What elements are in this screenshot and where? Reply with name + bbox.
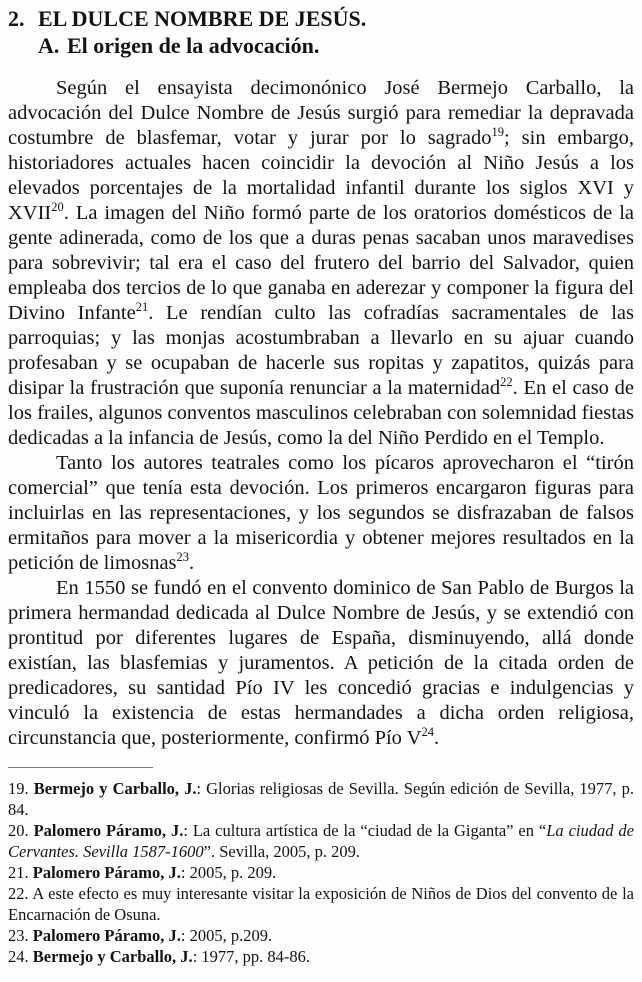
footnote — [8, 946, 634, 967]
text-segment: . En el caso de los frailes, algunos conventos masculinos celebraban con solemnidad fiestas dedicadas a la infancia de Jesús, como la del Niño Perdido en el Templo. — [8, 377, 634, 449]
text-segment: 20. — [8, 821, 34, 840]
footnote — [8, 862, 634, 883]
footnote — [8, 925, 634, 946]
subsection-title: El origen de la advocación. — [67, 33, 320, 58]
text-segment: : 2005, p. 209. — [180, 863, 277, 882]
section-heading — [8, 5, 634, 32]
text-segment: Tanto los autores teatrales como los pícaros aprovecharon el “tirón comercial” que tenía esta devoción. Los primeros encargaron figuras para incluirlas en las representaciones, y los segundos se disfrazaban de falsos ermitaños para mover a la misericordia y obtener mejores resultados en la petición de limosnas — [8, 452, 634, 574]
text-segment: : 2005, p.209. — [180, 926, 273, 945]
text-segment: 23. — [8, 926, 33, 945]
text-segment: : 1977, pp. 84-86. — [192, 947, 311, 966]
text-segment: Según el ensayista decimonónico José Bermejo Carballo, la advocación del Dulce Nombre de Jesús surgió para remediar la depravada costumbre de blasfemar, votar y jurar por lo sagrado — [8, 77, 634, 149]
text-segment: 22. A este efecto es muy interesante visitar la exposición de Niños de Dios del convento de la Encarnación de Osuna. — [8, 884, 634, 924]
text-segment: . Le rendían culto las cofradías sacramentales de las parroquias; y las monjas acostumbraban a llevarlo en su ajuar cuando profesaban y se ocupaban de hacerle sus ropitas y zapatitos, quizás para disipar la frustración que suponía renunciar a la maternidad — [8, 302, 634, 399]
footnote-marker: 21 — [135, 300, 149, 315]
text-segment: En 1550 se fundó en el convento dominico de San Pablo de Burgos la primera hermandad dedicada al Dulce Nombre de Jesús, y se extendió con prontitud por diferentes lugares de España, disminuyendo, allá donde existían, las blasfemias y juramentos. A petición de la citada orden de predicadores, su santidad Pío IV les concedió gracias e indulgencias y vinculó la existencia de estas hermandades a dicha orden religiosa, circunstancia que, posteriormente, confirmó Pío V — [8, 577, 634, 749]
text-segment: : Glorias religiosas de Sevilla. Según edición de Sevilla, 1977, p. 84. — [8, 779, 634, 819]
text-segment: Palomero Páramo, J. — [32, 926, 181, 945]
text-segment: Palomero Páramo, J. — [33, 821, 184, 840]
text-segment: 19. — [8, 779, 34, 798]
body-text — [8, 76, 634, 751]
section-title: EL DULCE NOMBRE DE JESÚS. — [38, 6, 367, 31]
text-segment: ; sin embargo, historiadores actuales hacen coincidir la devoción al Niño Jesús a los elevados porcentajes de la mortalidad infantil durante los siglos XVI y XVII — [8, 127, 634, 224]
text-segment: Bermejo y Carballo, J. — [32, 947, 193, 966]
subsection-letter: A. — [38, 33, 60, 58]
subsection-heading — [8, 32, 634, 59]
footnote-marker: 20 — [51, 200, 64, 215]
footnote-separator — [8, 767, 153, 768]
footnotes — [8, 778, 634, 967]
footnote — [8, 820, 634, 862]
paragraph — [8, 451, 634, 576]
text-segment: Palomero Páramo, J. — [32, 863, 181, 882]
footnote — [8, 883, 634, 925]
footnote-marker: 24 — [421, 725, 434, 740]
text-segment: Bermejo y Carballo, J. — [33, 779, 197, 798]
section-number: 2. — [8, 6, 25, 31]
footnote — [8, 778, 634, 820]
text-segment: 21. — [8, 863, 33, 882]
text-segment: . — [434, 727, 440, 749]
text-segment: . — [189, 552, 195, 574]
footnote-marker: 19 — [491, 125, 505, 140]
footnote-marker: 23 — [176, 550, 190, 565]
text-segment: . La imagen del Niño formó parte de los oratorios domésticos de la gente adinerada, como de los que a duras penas sacaban unos maravedises para sobrevivir; tal era el caso del frutero del barrio del Salvador, quien empleaba dos tercios de lo que ganaba en aderezar y componer la figura del Divino Infante — [8, 202, 634, 324]
text-segment: 24. — [8, 947, 33, 966]
text-segment: : La cultura artística de la “ciudad de la Giganta” en “ — [183, 821, 547, 840]
text-segment: ”. Sevilla, 2005, p. 209. — [203, 842, 360, 861]
footnote-marker: 22 — [500, 375, 513, 390]
paragraph — [8, 76, 634, 451]
text-segment: La ciudad de Cervantes. Sevilla 1587-1600 — [8, 821, 635, 861]
paragraph — [8, 576, 634, 751]
